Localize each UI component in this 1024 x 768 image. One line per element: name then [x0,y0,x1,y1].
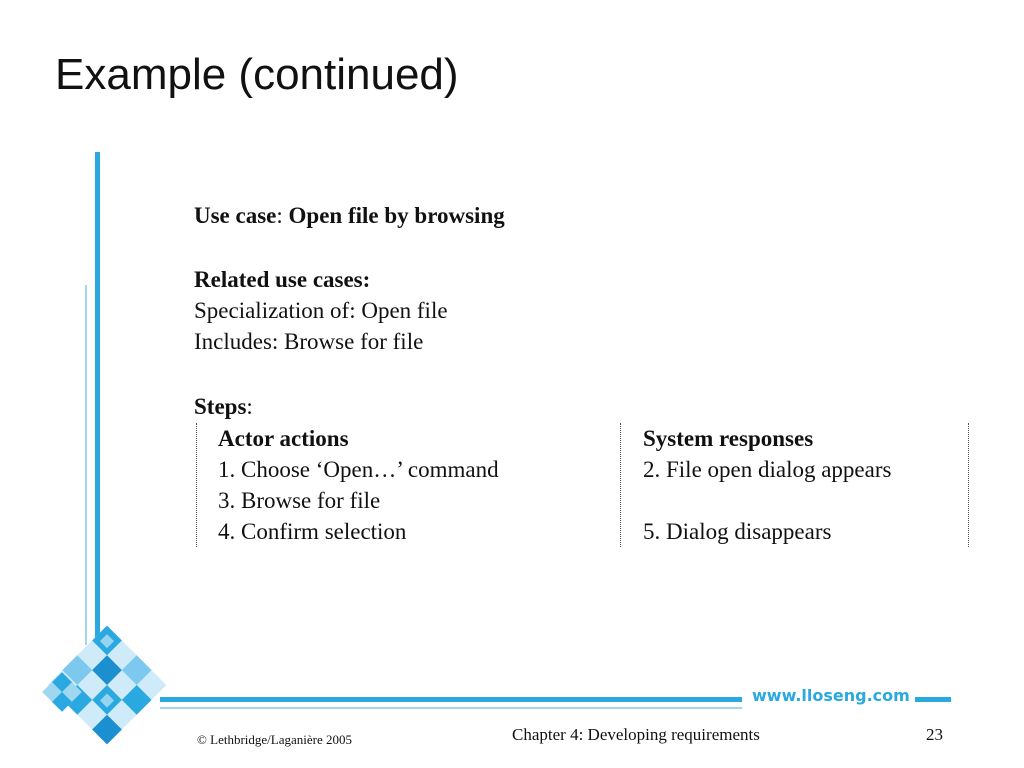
steps-colon: : [246,394,253,419]
steps-label: Steps [194,394,247,419]
accent-horizontal-line [160,697,742,702]
chapter-title: Chapter 4: Developing requirements [512,725,760,744]
system-step: 5. Dialog disappears [643,519,832,544]
accent-horizontal-line-short [915,697,951,702]
related-item: Includes: Browse for file [194,329,424,354]
use-case-name: Open file by browsing [288,203,505,228]
related-heading: Related use cases: [194,267,371,292]
column-divider [968,423,969,547]
related-item: Specialization of: Open file [194,298,448,323]
accent-vertical-line [95,152,100,700]
system-responses-heading: System responses [643,426,814,451]
actor-step: 4. Confirm selection [218,519,407,544]
system-step: 2. File open dialog appears [643,457,892,482]
checker-diamond-logo [22,620,192,750]
page-number: 23 [926,725,943,744]
column-divider [196,423,197,547]
accent-horizontal-line-light [160,707,742,709]
column-divider [620,423,621,547]
actor-actions-heading: Actor actions [218,426,349,451]
use-case-label: Use case [194,203,277,228]
actor-step: 1. Choose ‘Open…’ command [218,457,499,482]
steps-line [194,391,253,422]
use-case-colon: : [276,203,283,228]
copyright-notice: © Lethbridge/Laganière 2005 [197,732,352,747]
use-case-line [194,200,505,231]
steps-table [194,423,970,547]
actor-step: 3. Browse for file [218,488,381,513]
slide-title: Example (continued) [55,50,459,99]
accent-vertical-line-light [85,285,87,645]
website-url: www.lloseng.com [752,686,910,705]
